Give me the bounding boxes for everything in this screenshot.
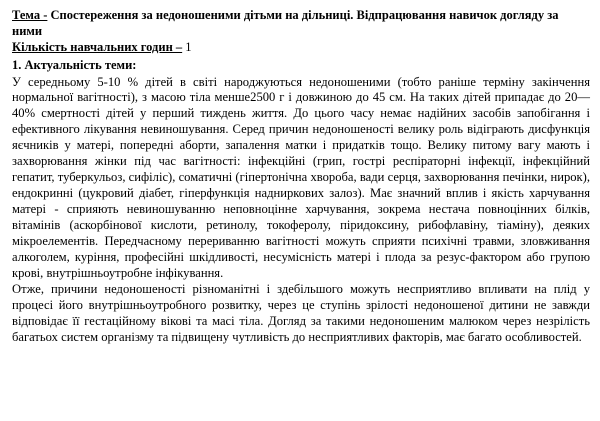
body-text — [12, 75, 590, 347]
section-heading: 1. Актуальність теми: — [12, 57, 137, 72]
hours-value: 1 — [185, 40, 192, 55]
topic-line — [12, 8, 590, 39]
paragraph-2: Отже, причини недоношеності різноманітні і здебільшого можуть несприятливо впливати на плід у процесі його внутрішньоутробного розвитку, через це ступінь зрілості недоношеної дитини не завжди відповідає її гестаційному вікові та масі тіла. Догляд за такими недоношеним малюком через незрілість багатьох систем організму та підвищену чутливість до несприятливих факторів, має багато особливостей. — [12, 282, 590, 345]
topic-text: Спостереження за недоношеними дітьми на дільниці. Відпрацювання навичок догляду за ними — [12, 8, 559, 38]
hours-label: Кількість навчальних годин – — [12, 40, 183, 55]
paragraph-1: У середньому 5-10 % дітей в світі народжуються недоношеними (тобто раніше терміну закінчення нормальної вагітності), з масою тіла менше2500 г і довжиною до 45 см. На таких дітей припадає до 20—40% смертності дітей у перший тиждень життя. До цього часу немає надійних засобів запобігання і ефективного лікування невиношування. Серед причин недоношеності велику роль відіграють дисфункція яєчників у матері, попередні аборти, запалення матки і придатків тощо. Велику питому вагу мають і захворювання жінки під час вагітності: інфекційні (грип, гострі респіраторні інфекції, інфекційний гепатит, туберкульоз, сифіліс), соматичні (гіпертонічна хвороба, вади серця, захворювання печінки, нирок), ендокринні (цукровий діабет, гіперфункція надниркових залоз). Має значний вплив і якість харчування матері - сприяють невиношуванню неповноцінне харчування, зокрема нестача повноцінних білків, вітамінів (аскорбінової кислоти, ретинолу, токоферолу, піридоксину, рибофлавіну, тіаміну), деяких мікроелементів. Передчасному перериванню вагітності можуть сприяти психічні травми, зловживання алкоголем, куріння, професійні шкідливості, несумісність матері і плода за резус-фактором або групою крові, внутрішньоутробне інфікування. — [12, 74, 590, 281]
hours-line — [12, 40, 590, 56]
topic-label: Тема - — [12, 8, 48, 22]
